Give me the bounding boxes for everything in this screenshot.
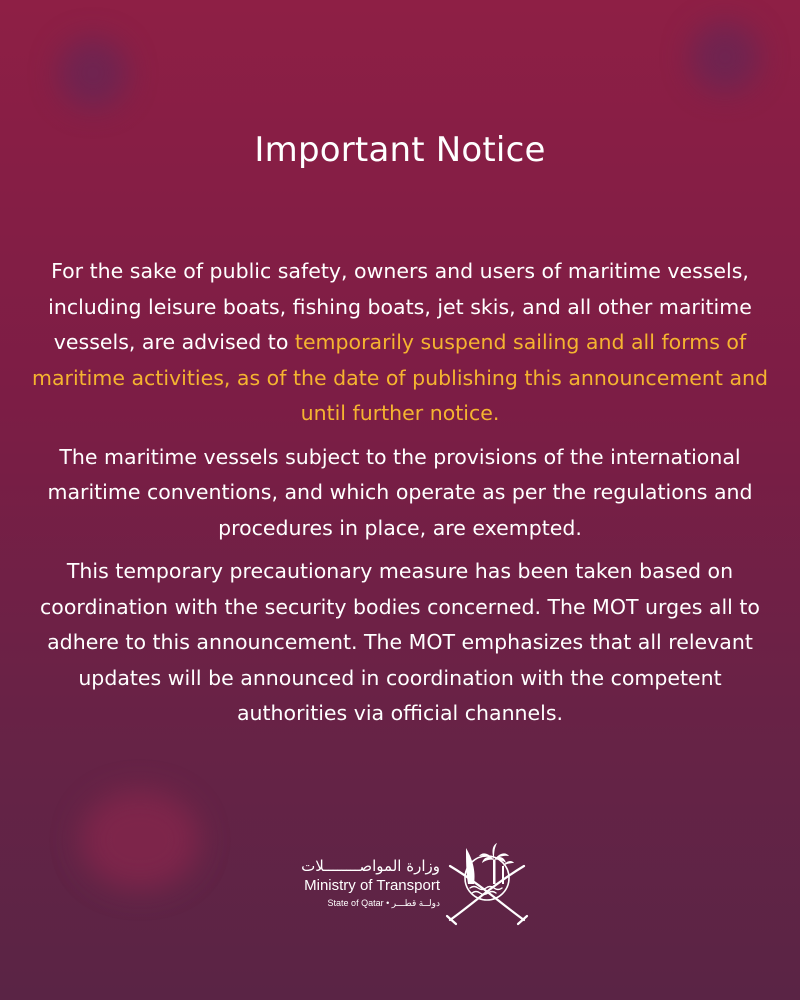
- notice-paragraph-2: The maritime vessels subject to the provisions of the international maritime conventions, and which operate as per the regulations and procedures in place, are exempted.: [47, 444, 753, 540]
- qatar-emblem-icon: [444, 836, 530, 926]
- logo-arabic-name: وزارة المواصــــــــلات: [301, 857, 440, 875]
- notice-paragraph-1: [30, 254, 770, 432]
- logo-state-line: State of Qatar • دولــة قطـــر: [327, 898, 440, 908]
- notice-title: Important Notice: [254, 130, 546, 170]
- paragraph-1-intro: For the sake of public safety, owners and users of maritime vessels, including leisure boats, fishing boats, jet skis, and all other maritime vessels, are advised to: [48, 259, 752, 354]
- logo-text-block: [268, 856, 440, 910]
- decorative-blur-bottom-left: [80, 790, 200, 890]
- paragraph-1-highlight: temporarily suspend sailing and all forms of maritime activities, as of the date of publishing this announcement and until further notice.: [31, 330, 769, 425]
- logo-english-name: Ministry of Transport: [304, 877, 440, 894]
- ministry-logo: [268, 836, 538, 926]
- decorative-blur-top-left: [58, 38, 128, 108]
- notice-paragraph-3: This temporary precautionary measure has been taken based on coordination with the security bodies concerned. The MOT urges all to adhere to this announcement. The MOT emphasizes that all relevant updates will be announced in coordination with the competent authorities via official channels.: [40, 559, 760, 725]
- decorative-blur-top-right: [690, 22, 760, 92]
- notice-body: [30, 254, 770, 740]
